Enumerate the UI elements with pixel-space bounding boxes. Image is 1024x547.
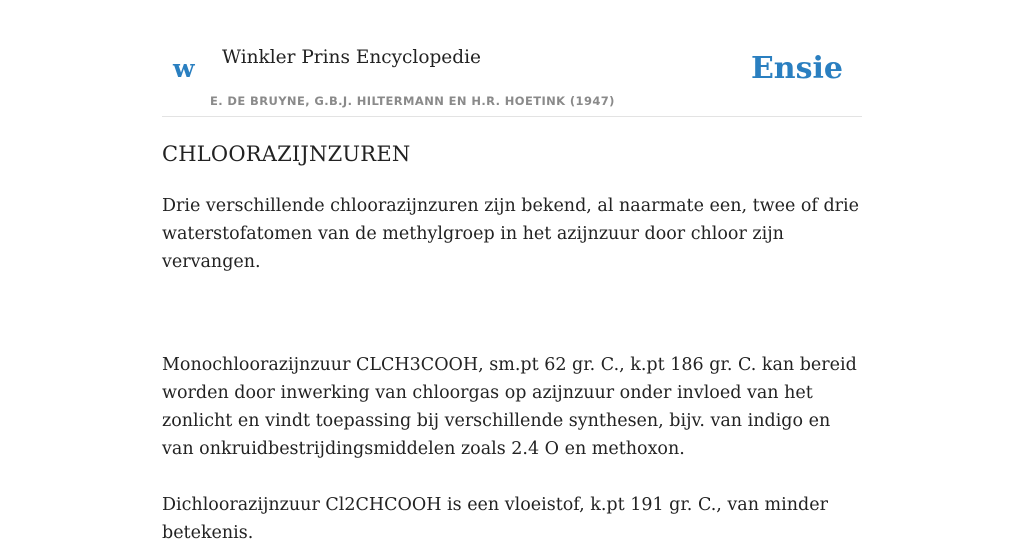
article xyxy=(162,138,862,547)
article-paragraph: Monochloorazijnzuur CLCH3COOH, sm.pt 62 gr. C., k.pt 186 gr. C. kan bereid worden door inwerking van chloorgas op azijnzuur onder invloed van het zonlicht en vindt toepassing bij verschillende synthesen, bijv. van indigo en van onkruidbestrijdingsmiddelen zoals 2.4 O en methoxon. xyxy=(162,355,857,459)
brand-logo[interactable]: Ensie xyxy=(750,51,843,86)
site-logo[interactable]: w xyxy=(173,54,195,83)
article-paragraph: Drie verschillende chloorazijnzuren zijn bekend, al naarmate een, twee of drie waterstofatomen van de methylgroep in het azijnzuur door chloor zijn vervangen. xyxy=(162,196,859,272)
source-authors: E. DE BRUYNE, G.B.J. HILTERMANN EN H.R. HOETINK (1947) xyxy=(210,94,615,108)
article-title: CHLOORAZIJNZUREN xyxy=(162,142,411,166)
source-title[interactable]: Winkler Prins Encyclopedie xyxy=(222,47,481,68)
site-header xyxy=(162,0,862,117)
article-paragraph: Dichloorazijnzuur Cl2CHCOOH is een vloeistof, k.pt 191 gr. C., van minder betekenis. xyxy=(162,495,828,543)
